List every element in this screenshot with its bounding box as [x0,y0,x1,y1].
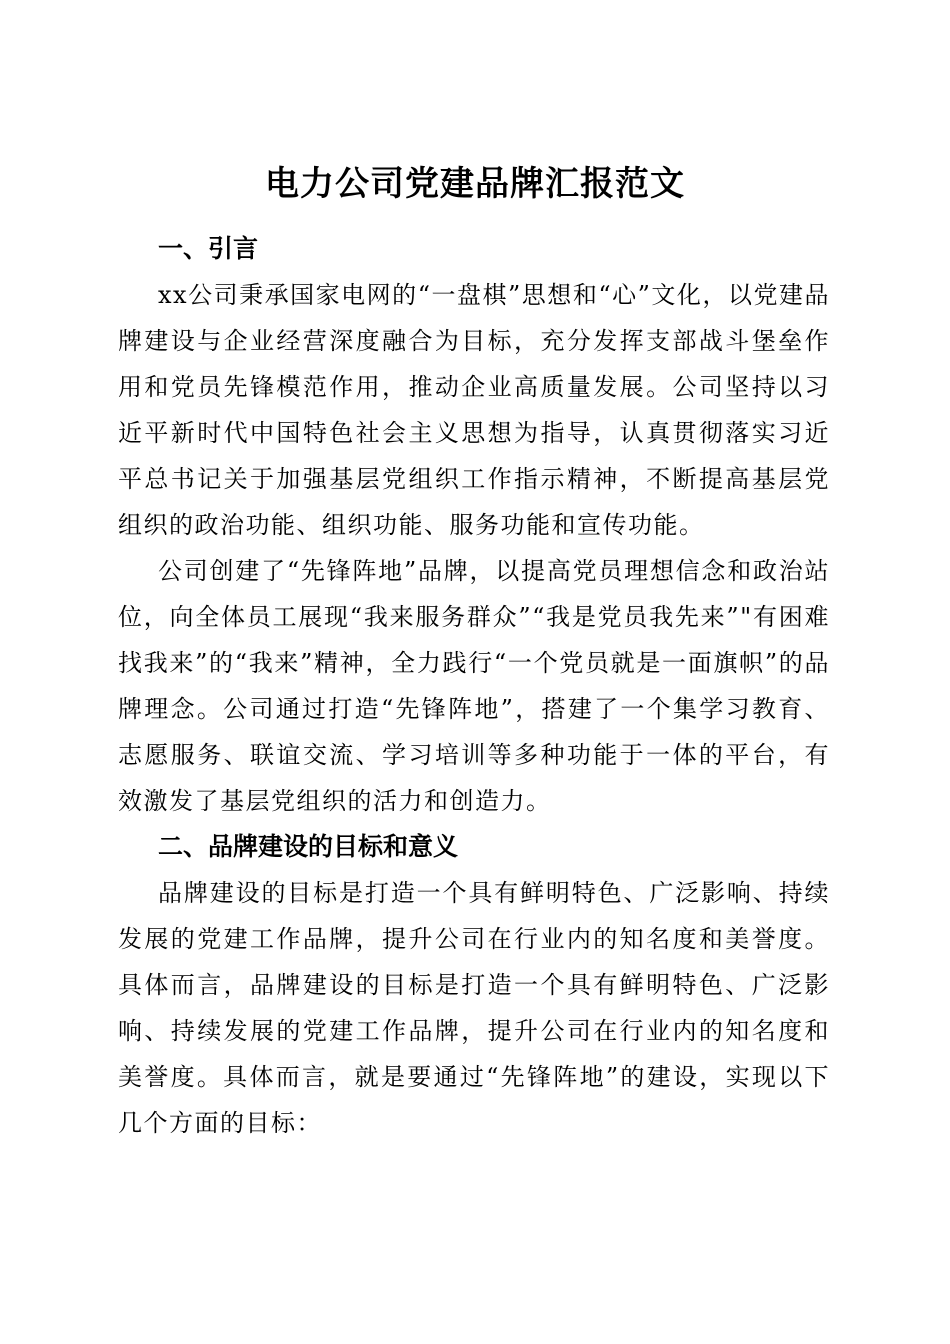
document-body [118,226,830,1146]
section-brand-goals [118,824,830,1146]
document-title: 电力公司党建品牌汇报范文 [265,163,685,204]
section-heading: 二、品牌建设的目标和意义 [158,832,459,861]
section-introduction [118,226,830,824]
paragraph: xx公司秉承国家电网的“一盘棋”思想和“心”文化，以党建品牌建设与企业经营深度融合为目标，充分发挥支部战斗堡垒作用和党员先锋模范作用，推动企业高质量发展。公司坚持以习近平新时代中国特色社会主义思想为指导，认真贯彻落实习近平总书记关于加强基层党组织工作指示精神，不断提高基层党组织的政治功能、组织功能、服务功能和宣传功能。 [118,281,830,539]
paragraph: 公司创建了“先锋阵地”品牌，以提高党员理想信念和政治站位，向全体员工展现“我来服务群众”“我是党员我先来”"有困难找我来”的“我来”精神，全力践行“一个党员就是一面旗帜”的品牌理念。公司通过打造“先锋阵地”，搭建了一个集学习教育、志愿服务、联谊交流、学习培训等多种功能于一体的平台，有效激发了基层党组织的活力和创造力。 [118,557,830,815]
paragraph: 品牌建设的目标是打造一个具有鲜明特色、广泛影响、持续发展的党建工作品牌，提升公司在行业内的知名度和美誉度。具体而言，品牌建设的目标是打造一个具有鲜明特色、广泛影响、持续发展的党建工作品牌，提升公司在行业内的知名度和美誉度。具体而言，就是要通过“先锋阵地”的建设，实现以下几个方面的目标： [118,879,830,1137]
section-heading: 一、引言 [158,234,259,263]
